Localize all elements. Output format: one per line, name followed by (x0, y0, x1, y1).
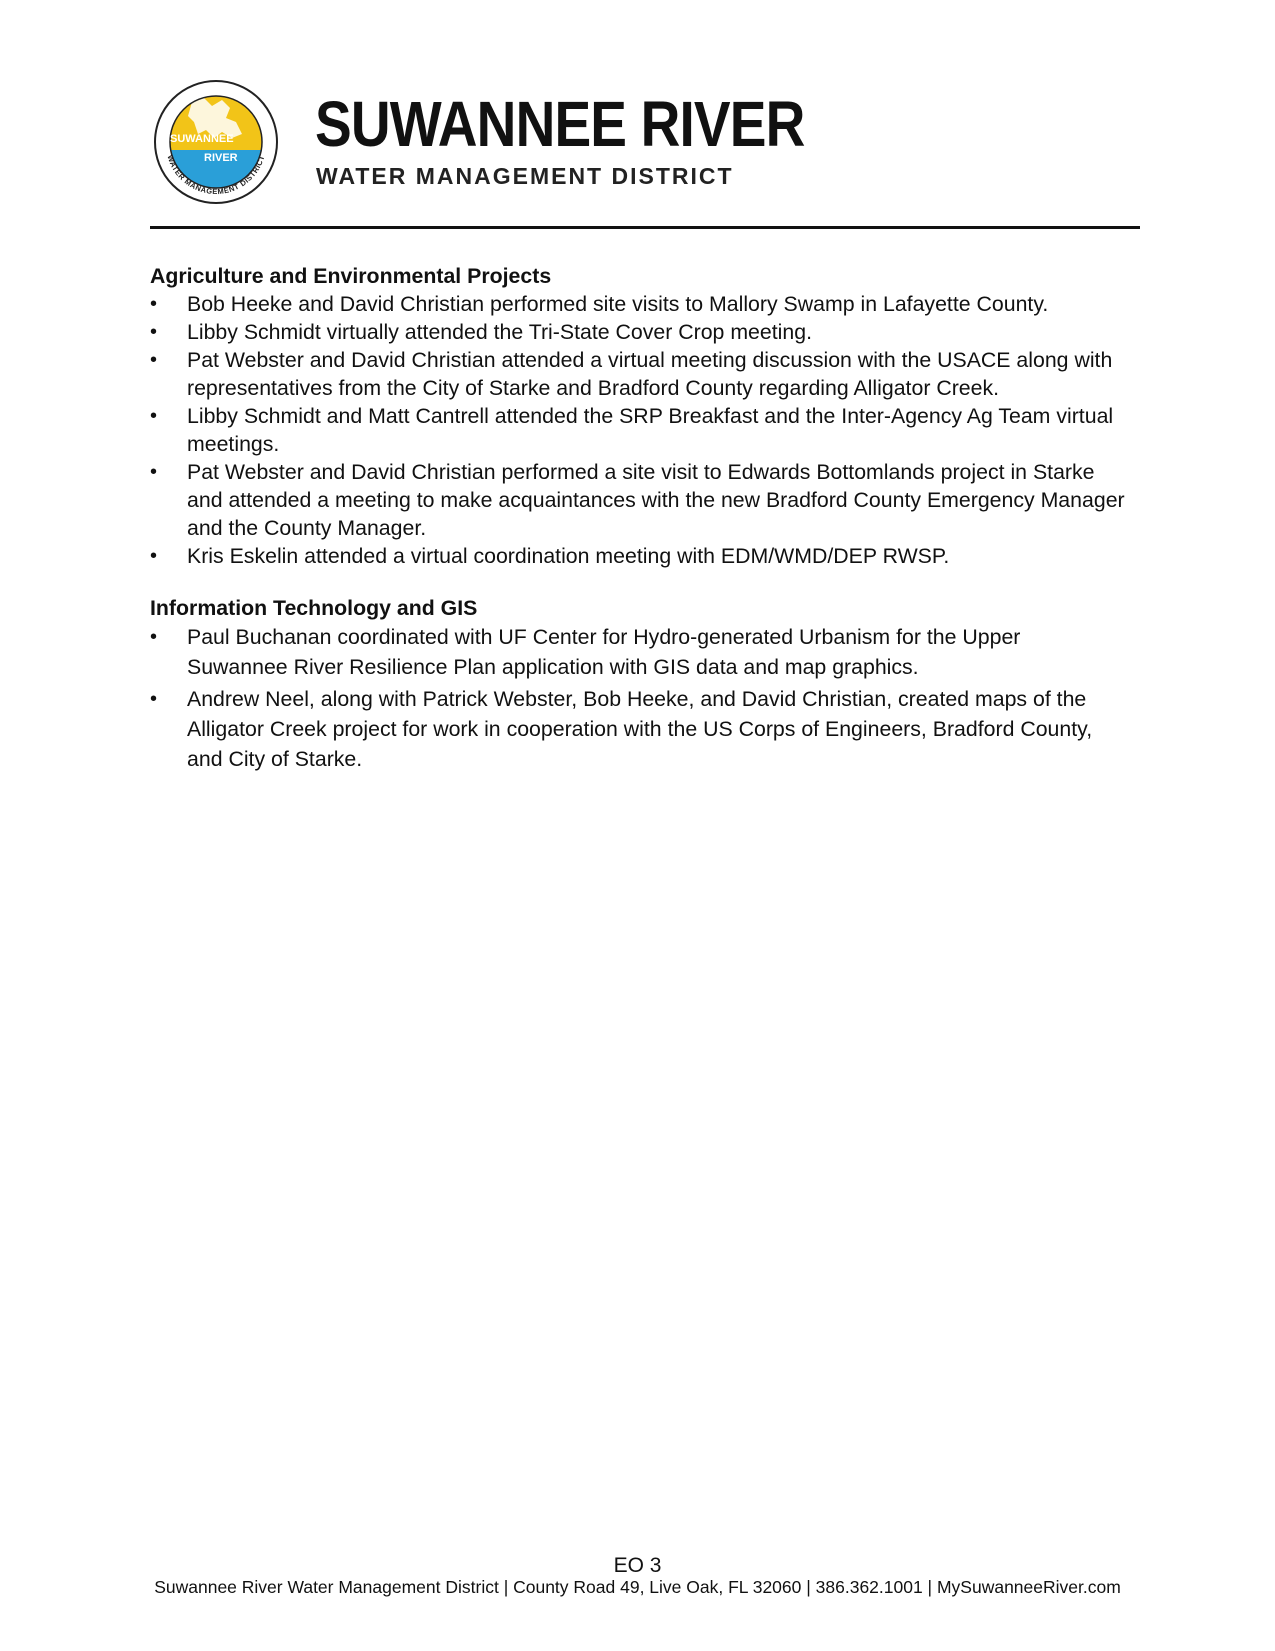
org-subtitle: WATER MANAGEMENT DISTRICT (316, 163, 734, 189)
section-title: Agriculture and Environmental Projects (150, 264, 552, 288)
list-item: • Kris Eskelin attended a virtual coordination meeting with EDM/WMD/DEP RWSP. (150, 542, 1125, 570)
report-body (150, 262, 1125, 776)
logo-text-bottom: RIVER (204, 152, 238, 164)
list-item: • Andrew Neel, along with Patrick Webster, Bob Heeke, and David Christian, created maps of the Alligator Creek project for work in cooperation with the US Corps of Engineers, Bradford County, and City of Starke. (150, 684, 1125, 774)
list-item: • Pat Webster and David Christian performed a site visit to Edwards Bottomlands project in Starke and attended a meeting to make acquaintances with the new Bradford County Emergency Manager and the County Manager. (150, 458, 1125, 542)
list-item: • Libby Schmidt and Matt Cantrell attended the SRP Breakfast and the Inter-Agency Ag Team virtual meetings. (150, 402, 1125, 458)
district-logo (152, 78, 280, 206)
bullet-list (150, 290, 1125, 570)
footer-address: Suwannee River Water Management District | County Road 49, Live Oak, FL 32060 | 386.362.1001 | MySuwanneeRiver.com (154, 1577, 1121, 1597)
logo-ring-text: WATER MANAGEMENT DISTRICT (165, 153, 267, 197)
page-number: EO 3 (613, 1554, 662, 1577)
section-it-gis (150, 594, 1125, 774)
page-header (150, 78, 1140, 208)
list-item: • Libby Schmidt virtually attended the Tri-State Cover Crop meeting. (150, 318, 1125, 346)
logo-text-top: SUWANNEE (170, 133, 234, 145)
header-divider (150, 226, 1140, 229)
org-name: SUWANNEE RIVER (315, 88, 805, 160)
section-title: Information Technology and GIS (150, 596, 478, 620)
section-agriculture (150, 262, 1125, 570)
list-item: • Paul Buchanan coordinated with UF Center for Hydro-generated Urbanism for the Upper Suwannee River Resilience Plan application with GIS data and map graphics. (150, 622, 1125, 682)
bullet-list (150, 622, 1125, 774)
list-item: • Pat Webster and David Christian attended a virtual meeting discussion with the USACE along with representatives from the City of Starke and Bradford County regarding Alligator Creek. (150, 346, 1125, 402)
list-item: • Bob Heeke and David Christian performed site visits to Mallory Swamp in Lafayette County. (150, 290, 1125, 318)
